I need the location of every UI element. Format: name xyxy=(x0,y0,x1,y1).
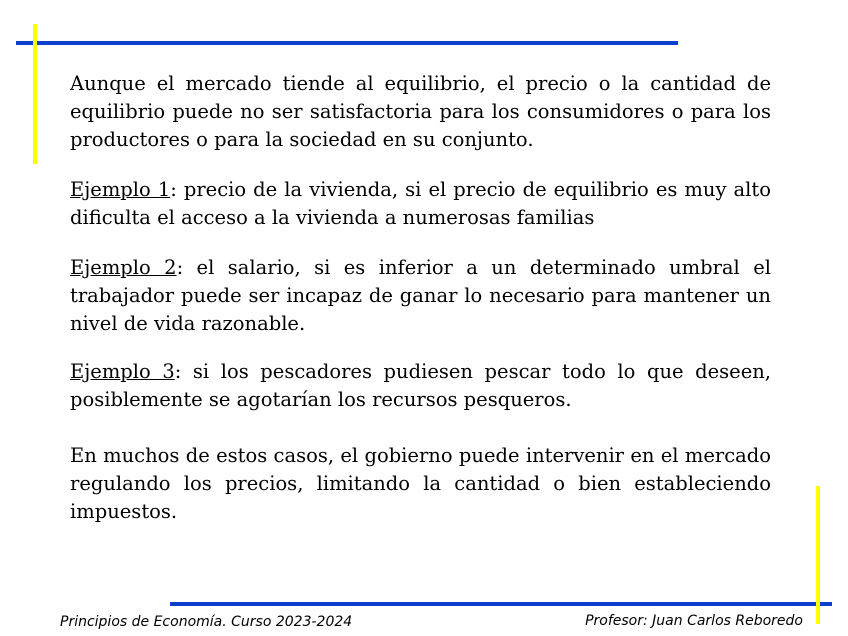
example-2-label: Ejemplo 2 xyxy=(70,256,177,279)
example-3-text: : si los pescadores pudiesen pescar todo lo que deseen, posiblemente se agotarían los recursos pesqueros. xyxy=(70,360,771,411)
footer-course: Principios de Economía. Curso 2023-2024 xyxy=(60,614,353,630)
slide-body xyxy=(70,70,771,526)
example-1-text: : precio de la vivienda, si el precio de equilibrio es muy alto dificulta el acceso a la vivienda a numerosas familias xyxy=(70,178,771,229)
example-1-paragraph xyxy=(70,176,771,232)
example-2-text: : el salario, si es inferior a un determinado umbral el trabajador puede ser incapaz de ganar lo necesario para mantener un nivel de vida razonable. xyxy=(70,256,771,335)
example-3-label: Ejemplo 3 xyxy=(70,360,175,383)
left-yellow-rule xyxy=(33,24,37,164)
top-blue-rule xyxy=(16,41,678,45)
intro-paragraph: Aunque el mercado tiende al equilibrio, el precio o la cantidad de equilibrio puede no ser satisfactoria para los consumidores o para los productores o para la sociedad en su conjunto. xyxy=(70,72,771,151)
right-yellow-rule xyxy=(816,486,820,624)
example-3-paragraph xyxy=(70,358,771,414)
example-1-label: Ejemplo 1 xyxy=(70,178,171,201)
footer-professor: Profesor: Juan Carlos Reboredo xyxy=(585,613,803,629)
example-2-paragraph xyxy=(70,254,771,338)
bottom-blue-rule xyxy=(170,602,832,606)
conclusion-paragraph: En muchos de estos casos, el gobierno puede intervenir en el mercado regulando los precios, limitando la cantidad o bien estableciendo impuestos. xyxy=(70,444,771,523)
